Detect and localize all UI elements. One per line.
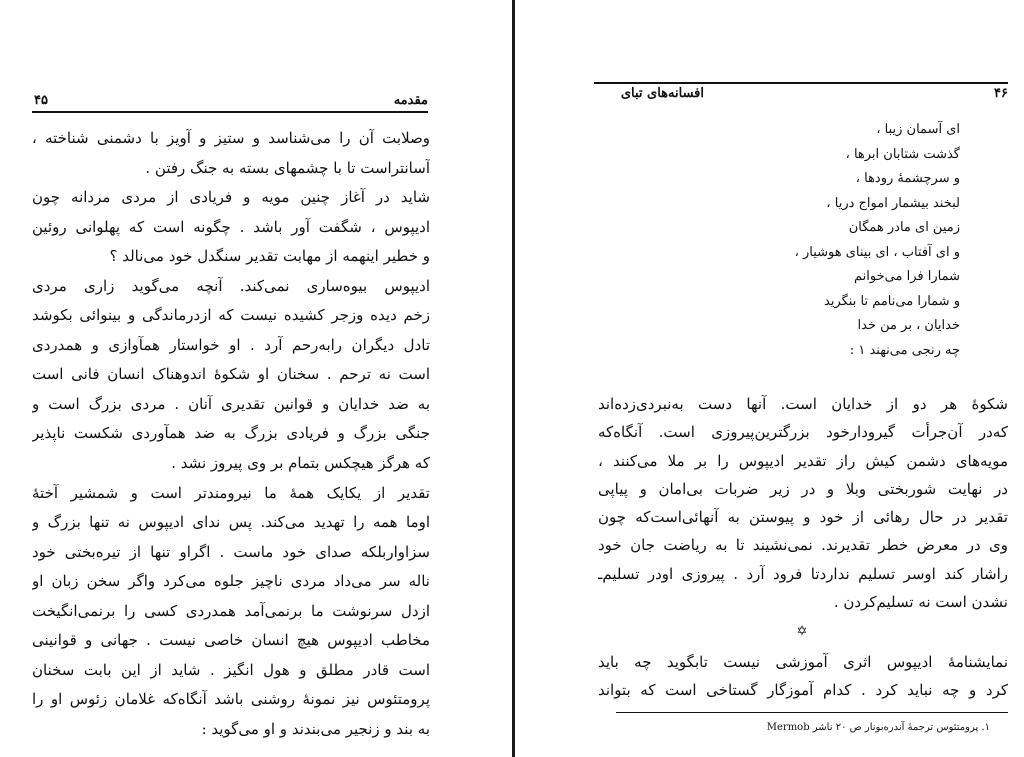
text-line: کرد و چه نباید کرد . کدام آموزگار گستاخی است که بتواند <box>598 681 1008 700</box>
section-separator-icon: ✡ <box>796 624 808 639</box>
text-line: تقدیر در حال رهائی از خود و پیوستن به آنهائی‌است‌که چون <box>598 508 1008 527</box>
text-line: شاید در آغاز چنین مویه و فریادی از مردی مردانه چون <box>32 188 430 207</box>
right-body-text-continued <box>598 648 1008 705</box>
text-line: مخاطب ادیپوس هیچ انسان خاصی نیست . جهانی و قوانینی <box>32 631 430 650</box>
right-page <box>516 0 1024 757</box>
text-line: جنگی بزرگ و فریادی بزرگ به ضد همآوردی شکست ناپذیر <box>32 424 430 443</box>
right-body-text <box>598 390 1008 616</box>
poem-line: لبخند بیشمار امواج دریا ، <box>826 195 960 211</box>
text-line: است قادر مطلق و هول انگیز . شاید از این بابت سخنان <box>32 660 430 679</box>
poem-line: زمین ای مادر همگان <box>848 220 960 235</box>
text-line: به بند و زنجیر می‌بندند و او می‌گوید : <box>201 719 430 738</box>
poem-line: شمارا فرا می‌خوانم <box>854 269 960 284</box>
footnote: ۱. پرومتئوس ترجمهٔ آندره‌بونار ص ۲۰ ناشر Mermob <box>766 722 990 733</box>
poem-line: و ای آفتاب ، ای بینای هوشیار ، <box>794 244 960 260</box>
text-line: وی در معرض خطر تقدیرند. نمی‌نشیند تا به ریاضت جان خود <box>598 536 1008 555</box>
text-line: راشار کند اوسر تسلیم ندارد‌تا فرود آرد . پیروزی اودر تسلیم‌ـ <box>598 564 1008 583</box>
text-line: پرومتئوس نیز نمونهٔ روشنی باشد آنگاه‌که غلامان زئوس او را <box>32 690 430 709</box>
right-page-number: ۴۶ <box>994 86 1008 101</box>
text-line: سزاواربلکه صدای خود ماست . اگراو تنها از تیره‌بختی خود <box>32 542 430 561</box>
text-line: و خطیر اینهمه از مهابت تقدیر سنگدل خود می‌نالد ؟ <box>109 247 430 266</box>
text-line: زخم دیده وزجر کشیده نیست که ازدرماندگی و بینوائی بکوشد <box>32 306 430 325</box>
text-line: تادل دیگران رابه‌رحم آرد . او خواستار همآوازی و همدردی <box>32 335 430 354</box>
text-line: ادیپوس بیوه‌ساری نمی‌کند. آنچه می‌گوید زاری مردی <box>32 276 430 295</box>
poem-line: خدایان ، بر من خدا <box>857 318 960 333</box>
poem-line: چه رنجی می‌نهند ۱ : <box>849 342 960 358</box>
text-line: است نه ترحم . سخنان او شکوهٔ اندوهناک انسان فانی است <box>32 365 430 384</box>
poem-quote <box>696 118 960 363</box>
text-line: شکوهٔ هر دو از خدایان است. آنها دست به‌نبردی‌زده‌اند <box>598 395 1008 413</box>
text-line: وصلابت آن را می‌شناسد و ستیز و آویز با دشمنی شناخته ، <box>32 129 430 147</box>
text-line: مویه‌های دشمن کیش راز تقدیر ادیپوس را بر ملا می‌کنند ، <box>598 451 1008 470</box>
poem-line: و سرچشمهٔ رودها ، <box>855 171 960 186</box>
left-running-title: مقدمه <box>393 93 428 108</box>
text-line: به ضد خدایان و قوانین تقدیری آنان . مردی بزرگ است و <box>32 394 430 413</box>
right-header-rule <box>594 82 1008 84</box>
poem-line: ای آسمان زیبا ، <box>876 122 960 137</box>
poem-line: گذشت شتابان ابرها ، <box>845 146 960 162</box>
text-line: آسانتراست تا با چشمهای بسته به جنگ رفتن . <box>145 158 430 177</box>
text-line: در نهایت شوربختی وبلا و در زیر ضربات بی‌امان و پیاپی <box>598 479 1008 498</box>
text-line: اوما همه را تهدید می‌کند. پس ندای ادیپوس نه تنها بزرگ و <box>32 513 430 532</box>
text-line: که‌در آن‌جرأت گیرودارخود بزرگترین‌پیروزی است. آنگاه‌که <box>598 423 1008 442</box>
right-running-title: افسانه‌های تبای <box>620 86 704 101</box>
footnote-rule <box>616 712 1008 713</box>
text-line: که هرگز هیچکس بتمام بر وی پیروز نشد . <box>171 454 430 473</box>
text-line: ادیپوس ، شگفت آور باشد . چگونه است که پهلوانی روئین <box>32 217 430 236</box>
left-body-text <box>32 124 430 744</box>
text-line: نشدن است نه تسلیم‌کردن . <box>833 593 1008 612</box>
text-line: ازدل سرنوشت ما برنمی‌آمد همدردی کسی را برنمی‌انگیخت <box>32 601 430 620</box>
text-line: نمایشنامهٔ ادیپوس اثری آموزشی نیست تابگوید چه باید <box>598 653 1008 671</box>
left-header-rule <box>32 111 428 113</box>
left-page-number: ۴۵ <box>34 93 48 108</box>
text-line: تقدیر از یکایک همهٔ ما نیرومندتر است و شمشیر آختهٔ <box>32 483 430 502</box>
text-line: ناله سر می‌داد مردی ناچیز جلوه می‌کرد واگر سخن زبان او <box>32 572 430 591</box>
poem-line: و شمارا می‌نامم تا بنگرید <box>824 293 960 309</box>
